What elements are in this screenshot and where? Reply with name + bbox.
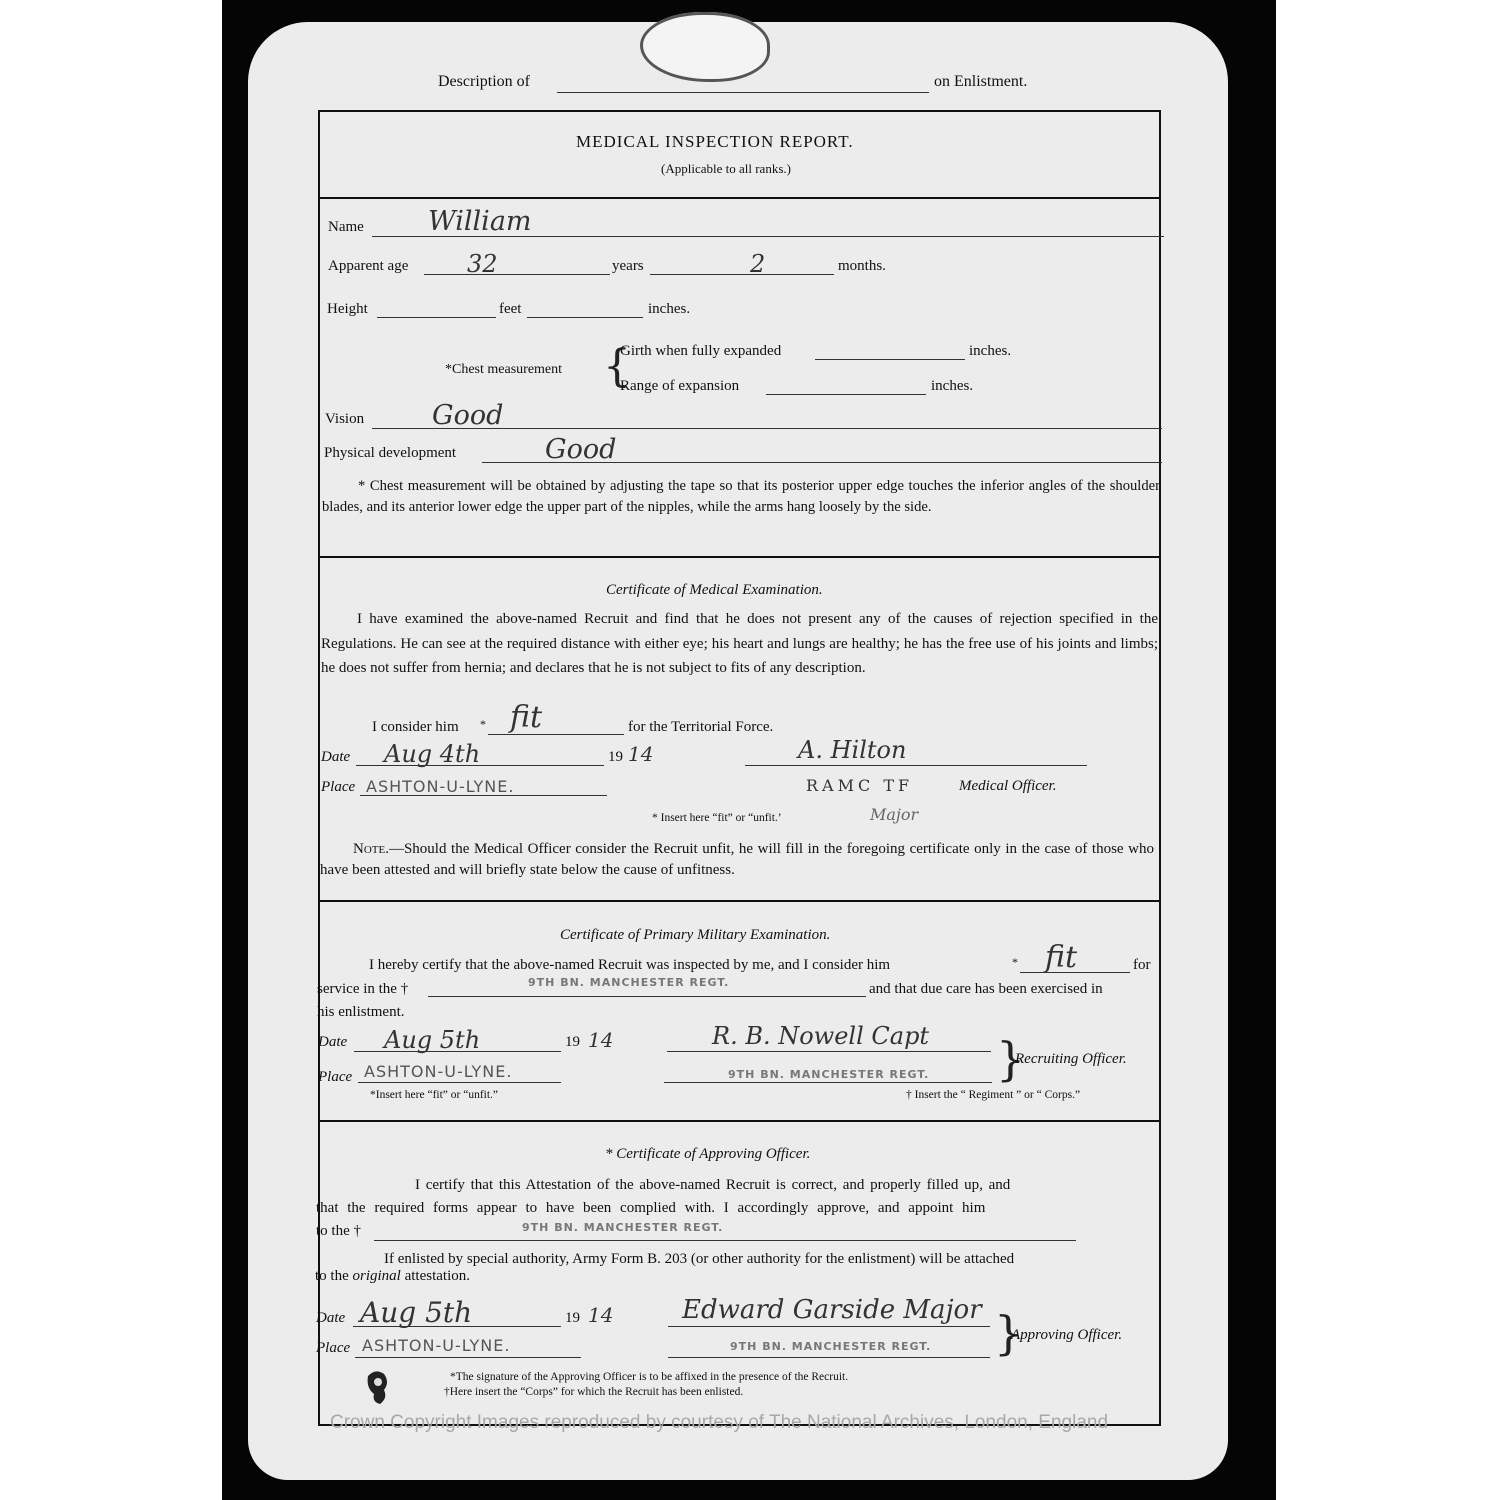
chest-note: * Chest measurement will be obtained by adjusting the tape so that its posterior upper edge touches the inferior angles of the shoulder blades, and its anterior lower edge the upper part of the nipples, while the arms hang loosely by the side. xyxy=(322,478,1160,515)
consider-prefix: I consider him xyxy=(372,719,459,735)
approving-role: Approving Officer. xyxy=(1011,1327,1123,1343)
height-feet-line xyxy=(377,317,496,318)
range-unit: inches. xyxy=(931,378,974,394)
approving-year-value: 14 xyxy=(588,1303,614,1327)
recruiting-signature-line xyxy=(667,1051,991,1052)
approving-place-value: ASHTON-U-LYNE. xyxy=(362,1336,511,1355)
age-label: Apparent age xyxy=(328,258,409,274)
medical-certificate-body: I have examined the above-named Recruit and find that he does not present any of the causes of rejection specified in the Regulations. He can see at the required distance with either eye; his heart and lungs are healthy; he has the free use of his joints and limbs; he does not suffer from hernia; and declares that he is not subject to fits of any description. xyxy=(321,611,1158,676)
header-description-label: Description of xyxy=(438,73,530,90)
divider-approving xyxy=(318,1120,1161,1122)
range-line xyxy=(766,394,926,395)
medical-year-prefix: 19 xyxy=(608,749,623,765)
military-insert-fit-note: *Insert here “fit” or “unfit.” xyxy=(370,1089,499,1101)
name-label: Name xyxy=(328,219,364,235)
physical-label: Physical development xyxy=(324,445,457,461)
medical-place-value: ASHTON-U-LYNE. xyxy=(366,777,515,796)
approving-date-label: Date xyxy=(316,1310,346,1326)
age-months-line xyxy=(650,274,834,275)
approving-line1: I certify that this Attestation of the above-named Recruit is correct, and properly filled up, and xyxy=(415,1177,1011,1193)
range-label: Range of expansion xyxy=(620,378,740,394)
approving-appoint-prefix: to the † xyxy=(316,1223,361,1239)
age-years-value: 32 xyxy=(467,250,498,278)
military-place-label: Place xyxy=(318,1069,353,1085)
military-date-label: Date xyxy=(318,1034,348,1050)
height-inches-line xyxy=(527,317,643,318)
military-service-prefix: service in the † xyxy=(317,981,409,997)
medical-insert-note: * Insert here “fit” or “unfit.’ xyxy=(652,812,782,824)
approving-unit-line xyxy=(668,1357,990,1358)
medical-fit-line xyxy=(488,734,624,735)
special-line2-italic: original xyxy=(352,1268,401,1284)
approving-certificate-title: * Certificate of Approving Officer. xyxy=(605,1146,811,1162)
special-line2-suffix: attestation. xyxy=(404,1268,470,1284)
approving-special-line2 xyxy=(315,1268,470,1285)
medical-officer-title: Medical Officer. xyxy=(959,778,1057,794)
military-insert-corps-note: † Insert the “ Regiment ” or “ Corps.” xyxy=(906,1089,1081,1101)
approving-date-value: Aug 5th xyxy=(360,1296,473,1329)
military-date-value: Aug 5th xyxy=(384,1026,481,1054)
approving-special-line1: If enlisted by special authority, Army Form B. 203 (or other authority for the enlistment) will be attached xyxy=(384,1251,1015,1267)
girth-label: Girth when fully expanded xyxy=(620,343,782,359)
military-place-value: ASHTON-U-LYNE. xyxy=(364,1062,513,1081)
inches-label: inches. xyxy=(648,301,691,317)
approving-place-label: Place xyxy=(316,1340,351,1356)
recruiting-unit-line xyxy=(664,1082,992,1083)
burn-mark xyxy=(640,12,770,82)
approving-brace: } xyxy=(994,1306,1024,1360)
medical-officer-unit: RAMC TF xyxy=(806,776,914,795)
approving-appoint-line xyxy=(374,1240,1076,1241)
years-label: years xyxy=(612,258,644,274)
report-subtitle: (Applicable to all ranks.) xyxy=(661,161,791,176)
report-frame xyxy=(318,110,1161,1426)
vision-value: Good xyxy=(432,400,504,431)
military-service-value: 9TH BN. MANCHESTER REGT. xyxy=(528,976,730,989)
medical-note-label: Note. xyxy=(353,841,389,857)
approving-unit: 9TH BN. MANCHESTER REGT. xyxy=(730,1340,932,1353)
military-year-value: 14 xyxy=(588,1028,614,1052)
medical-note-body: —Should the Medical Officer consider the Recruit unfit, he will fill in the foregoing certificate only in the case of those who have been attested and will briefly state below the cause of unfitness. xyxy=(320,841,1154,878)
approving-signature-line xyxy=(668,1326,990,1327)
military-line3: his enlistment. xyxy=(317,1004,405,1020)
age-years-line xyxy=(424,274,610,275)
military-line1: I hereby certify that the above-named Recruit was inspected by me, and I consider him xyxy=(369,957,891,973)
military-service-line xyxy=(428,996,866,997)
name-value: William xyxy=(428,206,532,237)
military-line1-mark: * xyxy=(1012,955,1018,969)
approving-footnote-1: *The signature of the Approving Officer is to be affixed in the presence of the Recruit. xyxy=(450,1371,849,1383)
medical-place-label: Place xyxy=(321,779,356,795)
vision-label: Vision xyxy=(325,411,365,427)
height-label: Height xyxy=(327,301,368,317)
description-line xyxy=(557,92,929,93)
medical-note xyxy=(320,839,1154,881)
chest-label: *Chest measurement xyxy=(445,362,563,377)
military-fit-value: fit xyxy=(1045,940,1078,975)
medical-officer-line xyxy=(745,765,1087,766)
approving-signature: Edward Garside Major xyxy=(682,1295,982,1325)
medical-officer-rank: Major xyxy=(870,805,919,824)
report-title: MEDICAL INSPECTION REPORT. xyxy=(576,132,854,151)
medical-certificate-title: Certificate of Medical Examination. xyxy=(606,582,823,598)
age-months-value: 2 xyxy=(750,250,766,278)
military-place-line xyxy=(358,1082,561,1083)
medical-date-value: Aug 4th xyxy=(384,740,481,768)
consider-suffix: for the Territorial Force. xyxy=(628,719,774,735)
approving-line2: that the required forms appear to have been complied with. I accordingly approve, and appoint him xyxy=(316,1200,986,1216)
approving-appoint-value: 9TH BN. MANCHESTER REGT. xyxy=(522,1221,724,1234)
military-certificate-title: Certificate of Primary Military Examination. xyxy=(560,927,831,943)
chest-brace: { xyxy=(603,341,631,392)
divider-medical xyxy=(318,556,1161,558)
medical-fit-value: fit xyxy=(510,700,543,735)
medical-date-label: Date xyxy=(321,749,351,765)
girth-unit: inches. xyxy=(969,343,1012,359)
copyright-watermark: Crown Copyright Images reproduced by courtesy of The National Archives, London, England xyxy=(330,1412,1109,1433)
approving-year-prefix: 19 xyxy=(565,1310,580,1326)
approving-place-line xyxy=(355,1357,581,1358)
recruiting-brace: } xyxy=(996,1032,1026,1086)
divider-military xyxy=(318,900,1161,902)
recruiting-unit: 9TH BN. MANCHESTER REGT. xyxy=(728,1068,930,1081)
physical-value: Good xyxy=(545,434,617,465)
approving-footnote-2: †Here insert the “Corps” for which the Recruit has been enlisted. xyxy=(444,1386,744,1398)
months-label: months. xyxy=(838,258,886,274)
special-line2-prefix: to the xyxy=(315,1268,349,1284)
girth-line xyxy=(815,359,965,360)
recruiting-role: Recruiting Officer. xyxy=(1015,1051,1127,1067)
consider-mark: * xyxy=(480,717,486,731)
header-enlistment-label: on Enlistment. xyxy=(934,73,1028,90)
medical-officer-signature: A. Hilton xyxy=(798,736,907,764)
feet-label: feet xyxy=(499,301,522,317)
military-service-suffix: and that due care has been exercised in xyxy=(869,981,1103,997)
military-year-prefix: 19 xyxy=(565,1034,580,1050)
medical-year-value: 14 xyxy=(628,742,654,766)
divider-title xyxy=(318,197,1161,199)
military-line1-end: for xyxy=(1133,957,1151,973)
recruiting-signature: R. B. Nowell Capt xyxy=(712,1022,930,1050)
ink-smudge-icon xyxy=(362,1368,392,1406)
